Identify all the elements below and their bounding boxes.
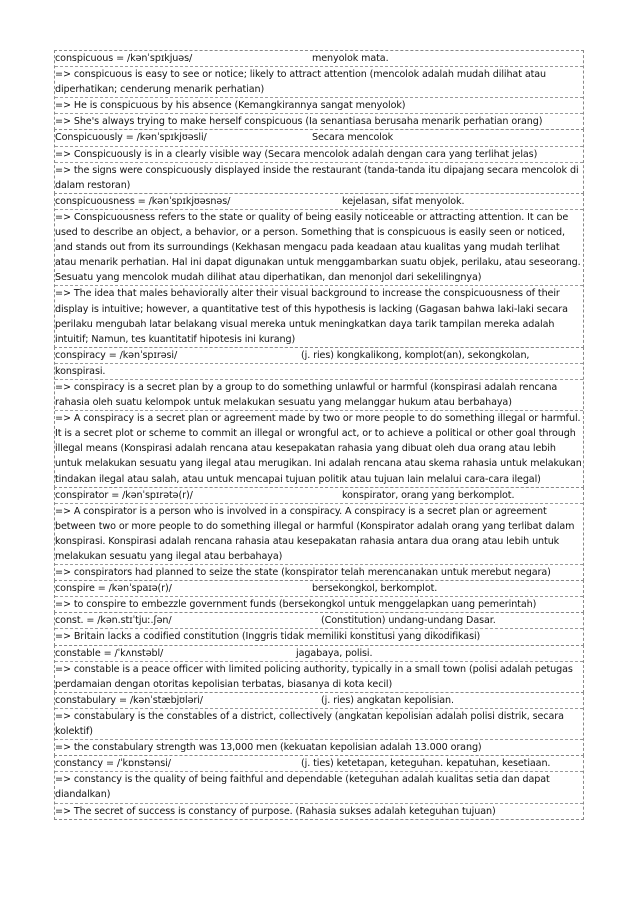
entry-header [55, 348, 583, 364]
entry-term: Conspicuously = /kənˈspɪkjʊəsli/ [55, 132, 207, 144]
dictionary-page [54, 51, 584, 820]
entry-line [55, 709, 583, 740]
entry-line [55, 804, 583, 819]
entry-line [55, 210, 583, 286]
entry-line-text: => Conspicuously is in a clearly visible way (Secara mencolok adalah dengan cara yang terlihat jelas) [55, 148, 538, 160]
entry-line [55, 411, 583, 486]
entry-line [55, 286, 583, 346]
entry-line-text: => the signs were conspicuously displayed inside the restaurant (tanda-tanda itu dipajang secara mencolok di dalam restoran) [55, 164, 579, 191]
entry-line-text: konspirasi. [55, 365, 106, 377]
entry-header [55, 488, 583, 504]
entry-term: conspire = /kənˈspaɪə(r)/ [55, 583, 172, 595]
entry-const [54, 612, 584, 645]
entry-constable [54, 645, 584, 693]
entry-meaning: (j. ries) angkatan kepolisian. [321, 694, 454, 706]
entry-line [55, 629, 583, 644]
entry-line-text: => A conspirator is a person who is involved in a conspiracy. A conspiracy is a secret plan or agreement between two or more people to do something illegal or harmful (Konspirator adalah orang yang terlibat dalam konspirasi. Konspirasi adalah rencana rahasia atau kesepakatan rahasia antara dua orang atau lebih untuk melakukan sesuatu yang ilegal atau berbahaya) [55, 505, 575, 562]
entry-meaning: menyolok mata. [312, 53, 389, 64]
entry-line-text: => The secret of success is constancy of purpose. (Rahasia sukses adalah keteguhan tujuan) [55, 805, 496, 817]
entry-line-text: => She's always trying to make herself conspicuous (Ia senantiasa berusaha menarik perhatian orang) [55, 116, 543, 128]
entry-line [55, 504, 583, 565]
entry-line [55, 98, 583, 114]
entry-term: conspicuousness = /kənˈspɪkjʊəsnəs/ [55, 195, 231, 207]
entry-line [55, 565, 583, 580]
entry-line-text: => conspicuous is easy to see or notice; likely to attract attention (mencolok adalah mudah dilihat atau diperhatikan; cenderung menarik perhatian) [55, 69, 547, 96]
entry-term: const. = /kən.stɪˈtjuː.ʃən/ [55, 615, 172, 627]
entry-conspiracy [54, 347, 584, 488]
entry-constancy [54, 755, 584, 819]
entry-conspire [54, 580, 584, 613]
entry-term: conspirator = /kənˈspɪrətə(r)/ [55, 489, 193, 501]
entry-line [55, 163, 583, 193]
entry-meaning: (j. ries) kongkalikong, komplot(an), sekongkolan, [301, 349, 530, 361]
entry-meaning: konspirator, orang yang berkomplot. [342, 489, 515, 501]
entry-meaning: kejelasan, sifat menyolok. [342, 195, 465, 207]
entry-term: constable = /ˈkʌnstəbl/ [55, 647, 164, 659]
entry-line-text: => constancy is the quality of being faithful and dependable (keteguhan adalah kualitas setia dan dapat diandalkan) [55, 774, 550, 801]
entry-line [55, 662, 583, 692]
entry-term: conspiracy = /kənˈspɪrəsi/ [55, 349, 178, 361]
entry-term: constabulary = /kənˈstæbjʊləri/ [55, 694, 203, 706]
entry-meaning: (j. ties) ketetapan, keteguhan. kepatuhan, kesetiaan. [301, 758, 551, 770]
entry-header [55, 581, 583, 597]
entry-term: constancy = /ˈkɒnstənsi/ [55, 758, 171, 770]
entry-header [55, 613, 583, 629]
entry-line [55, 380, 583, 411]
entry-line [55, 364, 583, 380]
entry-line-text: => constabulary is the constables of a district, collectively (angkatan kepolisian adalah polisi distrik, secara kolektif) [55, 710, 564, 738]
entry-line-text: => Conspicuousness refers to the state or quality of being easily noticeable or attracting attention. It can be used to describe an object, a behavior, or a person. Something that is conspicuous is easily seen or noticed, and stands out from its surroundings (Kekhasan mengacu pada keadaan atau kualitas yang mudah terlihat atau menarik perhatian. Hal ini dapat digunakan untuk menggambarkan suatu objek, perilaku, atau seseorang. Sesuatu yang mencolok mudah dilihat atau diperhatikan, dan menonjol dari sekelilingnya) [55, 211, 581, 284]
entry-line-text: => The idea that males behaviorally alter their visual background to increase the conspicuousness of their display is intuitive; however, a quantitative test of this hypothesis is lacking (Gagasan bahwa laki-laki secara perilaku mengubah latar belakang visual mereka untuk meningkatkan daya tarik tampilan mereka adalah intuitif; Namun, tes kuantitatif hipotesis ini kurang) [55, 288, 568, 345]
entry-line-text: => to conspire to embezzle government funds (bersekongkol untuk menggelapkan uang pemerintah) [55, 599, 537, 611]
entry-line-text: => conspirators had planned to seize the state (konspirator telah merencanakan untuk merebut negara) [55, 567, 551, 579]
entry-line [55, 772, 583, 803]
entry-header [55, 130, 583, 146]
entry-term: conspicuous = /kənˈspɪkjuəs/ [55, 53, 193, 64]
entry-line [55, 67, 583, 98]
entry-conspicuousness [54, 193, 584, 348]
entry-header [55, 693, 583, 709]
entry-conspicuous [54, 50, 584, 130]
entry-constabulary [54, 692, 584, 756]
entry-line [55, 114, 583, 129]
entry-header [55, 646, 583, 662]
entry-meaning: Secara mencolok [312, 132, 394, 144]
entry-meaning: (Constitution) undang-undang Dasar. [321, 615, 496, 627]
entry-line [55, 740, 583, 755]
entry-line-text: => constable is a peace officer with limited policing authority, typically in a small town (polisi adalah petugas perdamaian dengan otoritas kepolisian terbatas, biasanya di kota kecil) [55, 663, 573, 690]
entry-line [55, 147, 583, 163]
entry-line-text: => A conspiracy is a secret plan or agreement made by two or more people to do something illegal or harmful. It is a secret plot or scheme to commit an illegal or wrongful act, or to achieve a political or other goal through illegal means (Konspirasi adalah rencana atau kesepakatan rahasia yang dibuat oleh dua orang atau lebih untuk melakukan sesuatu yang ilegal atau merugikan. Ini adalah rencana atau skema rahasia untuk melakukan tindakan ilegal atau salah, atau untuk mencapai tujuan politik atau tujuan lain melalui cara-cara ilegal) [55, 413, 582, 485]
entry-line-text: => the constabulary strength was 13,000 men (kekuatan kepolisian adalah 13.000 orang) [55, 742, 482, 754]
entry-meaning: jagabaya, polisi. [296, 647, 373, 659]
entry-line-text: => Britain lacks a codified constitution (Inggris tidak memiliki konstitusi yang dikodifikasi) [55, 631, 481, 643]
entry-meaning: bersekongkol, berkomplot. [312, 583, 438, 595]
entry-header [55, 194, 583, 210]
entry-conspirator [54, 487, 584, 582]
entry-line [55, 597, 583, 612]
entry-conspicuously [54, 129, 584, 193]
entry-line-text: => conspiracy is a secret plan by a group to do something unlawful or harmful (konspirasi adalah rencana rahasia oleh suatu kelompok untuk melakukan sesuatu yang melanggar hukum atau berbahaya) [55, 381, 558, 409]
entry-line-text: => He is conspicuous by his absence (Kemangkirannya sangat menyolok) [55, 100, 406, 112]
entry-header [55, 756, 583, 772]
entry-header [55, 51, 583, 67]
